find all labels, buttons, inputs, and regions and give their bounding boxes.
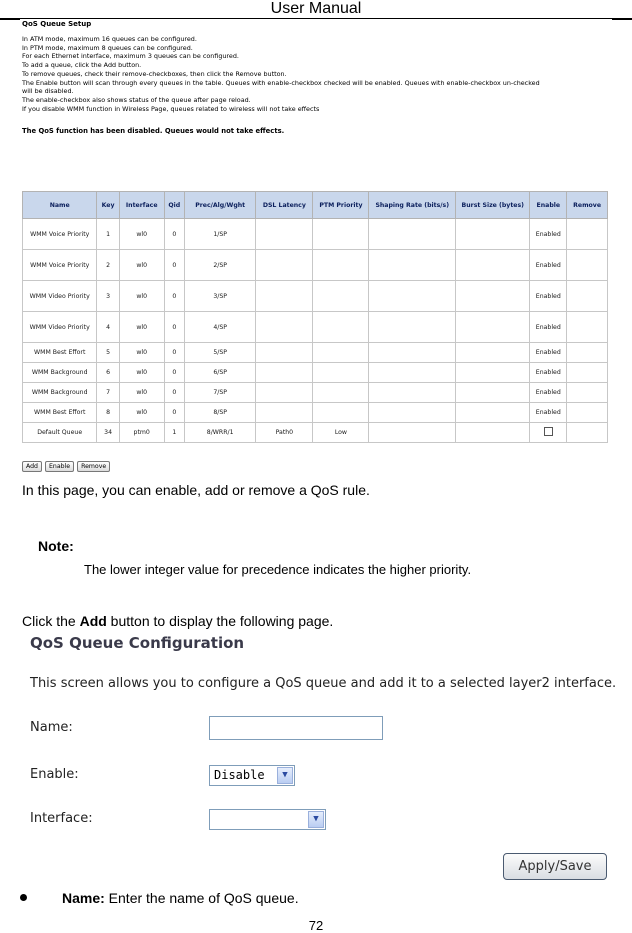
click-prefix: Click the <box>22 613 80 629</box>
table-cell <box>313 250 369 281</box>
table-cell <box>456 250 530 281</box>
column-header: Prec/Alg/Wght <box>185 192 256 219</box>
setup-warning: The QoS function has been disabled. Queues would not take effects. <box>22 127 285 136</box>
table-cell: 7/SP <box>185 383 256 403</box>
table-cell: 0 <box>164 250 184 281</box>
table-cell: Enabled <box>530 281 567 312</box>
table-cell: Enabled <box>530 403 567 423</box>
table-cell <box>256 343 313 363</box>
table-cell: 2 <box>97 250 119 281</box>
table-cell <box>456 281 530 312</box>
table-cell <box>369 383 456 403</box>
enable-select-value: Disable <box>214 768 265 782</box>
intro-paragraph: In this page, you can enable, add or remove a QoS rule. <box>22 482 370 498</box>
table-cell: 0 <box>164 219 184 250</box>
table-cell <box>369 403 456 423</box>
name-description: Enter the name of QoS queue. <box>104 890 299 906</box>
table-cell: 34 <box>97 423 119 443</box>
table-cell: 8/WRR/1 <box>185 423 256 443</box>
table-cell: WMM Best Effort <box>23 343 97 363</box>
name-input[interactable] <box>209 716 383 740</box>
click-add-paragraph <box>22 613 333 629</box>
column-header: Interface <box>119 192 164 219</box>
table-cell: 3/SP <box>185 281 256 312</box>
table-cell: wl0 <box>119 250 164 281</box>
table-cell: 5 <box>97 343 119 363</box>
table-cell: Path0 <box>256 423 313 443</box>
enable-button[interactable]: Enable <box>45 461 74 472</box>
table-cell: ptm0 <box>119 423 164 443</box>
table-row <box>23 250 608 281</box>
setup-button-bar <box>22 461 110 472</box>
table-cell: 8/SP <box>185 403 256 423</box>
table-cell: wl0 <box>119 219 164 250</box>
table-row <box>23 363 608 383</box>
table-cell <box>456 343 530 363</box>
qos-queue-setup-screenshot <box>22 20 608 475</box>
table-cell: 6 <box>97 363 119 383</box>
table-cell <box>567 250 608 281</box>
table-cell <box>567 363 608 383</box>
enable-select[interactable] <box>209 765 295 786</box>
name-bullet-item <box>62 890 299 906</box>
column-header: Burst Size (bytes) <box>456 192 530 219</box>
table-cell: wl0 <box>119 312 164 343</box>
table-cell: wl0 <box>119 403 164 423</box>
table-row <box>23 312 608 343</box>
table-cell <box>256 363 313 383</box>
click-add-bold: Add <box>79 613 107 629</box>
table-cell: wl0 <box>119 281 164 312</box>
table-cell <box>313 383 369 403</box>
table-cell: 8 <box>97 403 119 423</box>
table-cell: Enabled <box>530 343 567 363</box>
table-cell <box>313 281 369 312</box>
interface-label: Interface: <box>30 811 93 826</box>
setup-instruction-line: The enable-checkbox also shows status of the queue after page reload. <box>22 95 251 104</box>
setup-instruction-line: The Enable button will scan through every queues in the table. Queues with enable-checkbox checked will be enabled. Queues with enable-checkbox un-checked <box>22 78 540 87</box>
table-cell <box>567 312 608 343</box>
qos-queue-table <box>22 191 608 443</box>
table-row <box>23 383 608 403</box>
table-cell <box>369 219 456 250</box>
table-cell <box>456 312 530 343</box>
column-header: Enable <box>530 192 567 219</box>
table-row <box>23 423 608 443</box>
table-cell <box>456 423 530 443</box>
table-cell: 1 <box>164 423 184 443</box>
table-cell: wl0 <box>119 363 164 383</box>
table-cell: WMM Background <box>23 383 97 403</box>
table-cell: Enabled <box>530 383 567 403</box>
table-cell: Enabled <box>530 312 567 343</box>
enable-label: Enable: <box>30 767 79 782</box>
table-cell <box>256 383 313 403</box>
table-cell <box>369 343 456 363</box>
setup-instruction-line: In ATM mode, maximum 16 queues can be configured. <box>22 35 197 43</box>
table-cell: Enabled <box>530 250 567 281</box>
qos-queue-configuration-screenshot <box>20 631 617 887</box>
table-cell <box>567 403 608 423</box>
table-cell <box>369 363 456 383</box>
table-row <box>23 403 608 423</box>
table-cell <box>369 250 456 281</box>
config-title: QoS Queue Configuration <box>30 634 245 652</box>
table-cell: WMM Background <box>23 363 97 383</box>
table-cell: WMM Voice Priority <box>23 219 97 250</box>
setup-instruction-line: In PTM mode, maximum 8 queues can be configured. <box>22 43 193 52</box>
table-cell <box>313 363 369 383</box>
table-cell <box>567 219 608 250</box>
table-cell <box>256 250 313 281</box>
table-cell <box>567 343 608 363</box>
table-cell: 2/SP <box>185 250 256 281</box>
column-header: Name <box>23 192 97 219</box>
table-cell: WMM Video Priority <box>23 312 97 343</box>
name-label: Name: <box>30 720 73 735</box>
table-cell <box>567 281 608 312</box>
table-cell <box>313 219 369 250</box>
column-header: Qid <box>164 192 184 219</box>
setup-title: QoS Queue Setup <box>22 20 92 28</box>
table-row <box>23 219 608 250</box>
table-cell <box>456 383 530 403</box>
setup-instruction-line: will be disabled. <box>22 87 74 96</box>
table-cell <box>530 423 567 443</box>
table-row <box>23 343 608 363</box>
table-cell: 1/SP <box>185 219 256 250</box>
interface-select[interactable] <box>209 809 326 830</box>
table-cell <box>369 281 456 312</box>
config-description: This screen allows you to configure a QoS queue and add it to a selected layer2 interface. <box>30 676 617 691</box>
table-cell: 0 <box>164 383 184 403</box>
table-cell: 3 <box>97 281 119 312</box>
table-cell: 5/SP <box>185 343 256 363</box>
table-cell: WMM Voice Priority <box>23 250 97 281</box>
remove-button[interactable]: Remove <box>77 461 110 472</box>
setup-instruction-line: To add a queue, click the Add button. <box>22 61 142 70</box>
table-cell <box>456 363 530 383</box>
table-cell: Enabled <box>530 363 567 383</box>
table-cell <box>313 312 369 343</box>
add-button[interactable]: Add <box>22 461 42 472</box>
column-header: Remove <box>567 192 608 219</box>
apply-save-button[interactable]: Apply/Save <box>503 853 607 880</box>
table-cell: 0 <box>164 281 184 312</box>
document-header-title: User Manual <box>270 0 362 17</box>
name-term: Name: <box>62 890 105 906</box>
note-body: The lower integer value for precedence indicates the higher priority. <box>84 562 472 577</box>
table-cell <box>456 403 530 423</box>
table-cell: 4/SP <box>185 312 256 343</box>
table-cell: Default Queue <box>23 423 97 443</box>
table-cell <box>313 403 369 423</box>
click-suffix: button to display the following page. <box>106 613 334 629</box>
table-cell: 0 <box>164 403 184 423</box>
setup-instruction-line: If you disable WMM function in Wireless Page, queues related to wireless will not take effects <box>22 104 320 113</box>
table-cell: 0 <box>164 312 184 343</box>
table-header-row <box>23 192 608 219</box>
table-cell <box>369 312 456 343</box>
table-cell <box>567 423 608 443</box>
table-cell <box>369 423 456 443</box>
table-cell <box>567 383 608 403</box>
table-cell: 4 <box>97 312 119 343</box>
bullet-icon <box>20 894 27 901</box>
chevron-down-icon[interactable]: ▼ <box>277 767 293 784</box>
table-cell: Enabled <box>530 219 567 250</box>
table-cell <box>256 403 313 423</box>
table-cell: 1 <box>97 219 119 250</box>
table-cell <box>313 343 369 363</box>
table-cell: 0 <box>164 363 184 383</box>
table-cell: wl0 <box>119 383 164 403</box>
note-title: Note: <box>38 538 74 554</box>
table-cell: WMM Best Effort <box>23 403 97 423</box>
column-header: Key <box>97 192 119 219</box>
chevron-down-icon[interactable]: ▼ <box>308 811 324 828</box>
table-cell <box>256 312 313 343</box>
table-cell: wl0 <box>119 343 164 363</box>
setup-instructions <box>22 35 608 113</box>
column-header: DSL Latency <box>256 192 313 219</box>
setup-instruction-line: To remove queues, check their remove-checkboxes, then click the Remove button. <box>22 69 287 78</box>
header-rule <box>0 18 632 19</box>
table-cell: 6/SP <box>185 363 256 383</box>
table-cell: 7 <box>97 383 119 403</box>
table-cell: WMM Video Priority <box>23 281 97 312</box>
column-header: PTM Priority <box>313 192 369 219</box>
table-cell: 0 <box>164 343 184 363</box>
table-cell: Low <box>313 423 369 443</box>
enable-checkbox[interactable] <box>544 427 553 436</box>
column-header: Shaping Rate (bits/s) <box>369 192 456 219</box>
table-cell <box>256 219 313 250</box>
page-number: 72 <box>308 918 324 933</box>
setup-instruction-line: For each Ethernet interface, maximum 3 queues can be configured. <box>22 52 239 61</box>
table-cell <box>256 281 313 312</box>
table-cell <box>456 219 530 250</box>
table-row <box>23 281 608 312</box>
